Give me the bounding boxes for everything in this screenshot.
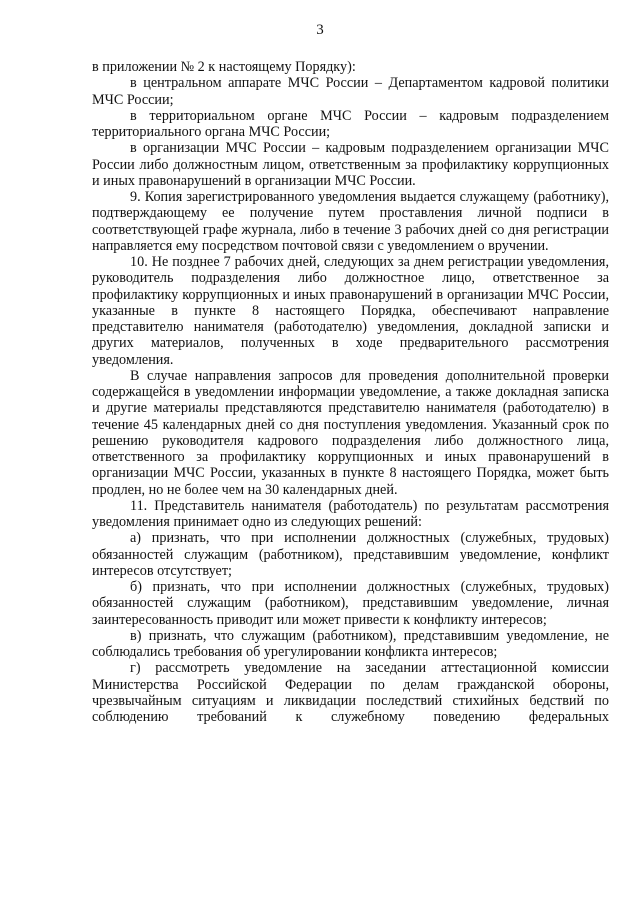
- paragraph-item-10: 10. Не позднее 7 рабочих дней, следующих за днем регистрации уведомления, руководитель подразделения либо должностное лицо, ответственное за профилактику коррупционных и иных правонарушений в организации МЧС России, указанные в пункте 8 настоящего Порядка, обеспечивают направление представителю нанимателя (работодателю) уведомления, докладной записки и других материалов, полученных в ходе предварительного рассмотрения уведомления.: [92, 254, 609, 368]
- paragraph-central-office: в центральном аппарате МЧС России – Департаментом кадровой политики МЧС России;: [92, 75, 609, 108]
- paragraph-item-9: 9. Копия зарегистрированного уведомления выдается служащему (работнику), подтверждающему ее получение путем проставления личной подписи в соответствующей графе журнала, либо в течение 3 рабочих дней со дня регистрации направляется ему посредством почтовой связи с уведомлением о вручении.: [92, 189, 609, 254]
- paragraph-item-11: 11. Представитель нанимателя (работодатель) по результатам рассмотрения уведомления принимает одно из следующих решений:: [92, 497, 609, 530]
- page-number: 3: [316, 22, 324, 38]
- paragraph-territorial-body: в территориальном органе МЧС России – кадровым подразделением территориального органа МЧС России;: [92, 107, 609, 140]
- paragraph-decision-c: в) признать, что служащим (работником), представившим уведомление, не соблюдались требования об урегулировании конфликта интересов;: [92, 627, 609, 660]
- paragraph-organization: в организации МЧС России – кадровым подразделением организации МЧС России либо должностным лицом, ответственным за профилактику коррупционных и иных правонарушений в организации МЧС России.: [92, 140, 609, 189]
- paragraph-decision-b: б) признать, что при исполнении должностных (служебных, трудовых) обязанностей служащим (работником), представившим уведомление, личная заинтересованность приводит или может привести к конфликту интересов;: [92, 579, 609, 628]
- paragraph-additional-check: В случае направления запросов для проведения дополнительной проверки содержащейся в уведомлении информации уведомление, а также докладная записка и другие материалы представляются представителю нанимателя (работодателю) в течение 45 календарных дней со дня поступления уведомления. Указанный срок по решению руководителя кадрового подразделения либо должностного лица, ответственного за профилактику коррупционных и иных правонарушений в организации МЧС России, указанных в пункте 8 настоящего Порядка, может быть продлен, но не более чем на 30 календарных дней.: [92, 367, 609, 498]
- paragraph-continuation: в приложении № 2 к настоящему Порядку):: [92, 59, 356, 75]
- document-body: [92, 59, 609, 725]
- paragraph-decision-a: а) признать, что при исполнении должностных (служебных, трудовых) обязанностей служащим (работником), представившим уведомление, конфликт интересов отсутствует;: [92, 530, 609, 579]
- paragraph-decision-d: г) рассмотреть уведомление на заседании аттестационной комиссии Министерства Российской Федерации по делам гражданской обороны, чрезвычайным ситуациям и ликвидации последствий стихийных бедствий по соблюдению требований к служебному поведению федеральных: [92, 660, 609, 725]
